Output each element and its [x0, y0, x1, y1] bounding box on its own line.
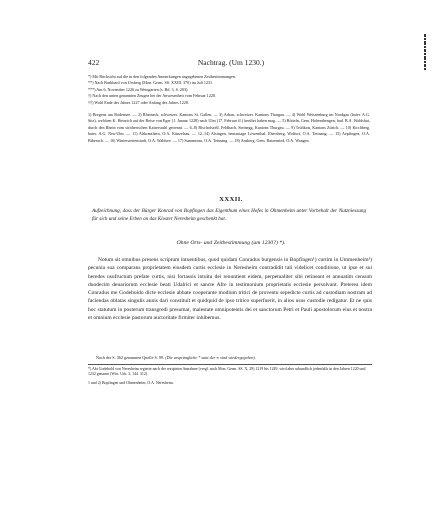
source-note-italic: (Die ursprüngliche * statt der ∞ sind wiedergegeben). [165, 355, 256, 360]
date-line: Ohne Orts- und Zeitbestimmung (um 1230?) *). [176, 240, 286, 246]
bottom-footnotes [88, 367, 372, 386]
footnote-divider [88, 364, 372, 365]
page-number: 422 [88, 58, 100, 67]
source-note-text: Nach der S. 362 genannten Quelle S. 99. [96, 355, 165, 360]
bottom-footnote: 1 und 2) Bopfingen und Ohmenheim, O.A. Neresheim. [88, 380, 174, 385]
header-footnote: **) Nach Burkhard von Ursberg (Mon. Germ. SS. XXIII. 370) im Juli 1231. [88, 80, 214, 86]
source-note [96, 355, 372, 361]
document-number: XXXII. [219, 196, 243, 203]
header-footnote: ***) Am 6. November 1226 zu Weingarten (s. Bd. 3, S. 203). [88, 86, 189, 92]
document-summary: Aufzeichnung, dass der Bürger Konrad von Bopfingen das Eigenthum eines Hofes in Ohmenheim unter Vorbehalt der Nutzniessung für sich und seine Erben an das Kloster Neresheim geschenkt hat. [92, 208, 366, 222]
place-notes: 1) Bregenz am Bodensee. — 2) Rheineck, schweizer. Kantons St. Gallen. — 3) Arbon, schweizer. Kantons Thurgau. — 4) Wohl Weissenburg im Nordgau (baier. A.G. Sitz), welchen K. Heinrich auf der Reise von Eger (1. Januar 1228) nach Ulm (17. Februar ff.) berührt haben mag. — 5) Rötteln, Gem. Hohenthengen, bad. B.A. Waldshut, durch den Rhein vom stritherischen Kaiserstuhl getrennt. — 6–8) Bischofszell, Feldbach, Steinegg, Kantons Thurgau. — 9) Trülikon, Kantons Zürich. — 10) Kirchberg, baier. A.G. Neu-Ulm. — 11) Altkrauthein, O.A. Künzelsau. — 12–14) Alsingen, heutzutage Löwenthal, Ebersberg, Wolfurt, O.A. Tettnang. — 15) Aepfingen, O.A. Biberach. — 16) Winterstettenstadt, O.A. Waldsee. — 17) Summerau, O.A. Tettnang. — 18) Ansberg, Gem. Ratzenried, O.A. Wangen. [88, 112, 370, 143]
header-footnote: *) Mit Rücksicht auf die in den folgenden Anmerkungen angegebenen Zeitbestimmungen. [88, 74, 236, 79]
bottom-footnote: *) Abt Godebold von Neresheim regierte nach der rezipirten Annahme (vergl. auch Mon. Germ. SS. X, 29) 1219 bis 1249, wird aber urkundlich jedenfalls in den Jahren 1220 und 1232 genannt (Wirt. Urk. 3, 144. 312). [88, 367, 366, 377]
body-paragraph: Notum sit omnibus presens scriptum intuentibus, quod quidam Conradus burgensis in Bopfingen¹) curtim in Ummenheim²) pecunia sua comparans proprietatem eiusdem curtis ecclesie in Neresheim contradidit tali videlicet conditione, ut ipse et sui heredes usufructum prefate curtis, nisi fortassis intuitu dei renuntient eidem, perpetualiter sibi retineant et annuatim censum duodecim denariorum ecclesie beati Udalrici et sancte Afre in testimonium proprietatis ecclesie persolvant. Preterea idem Conradus me Godeboldo dicte ecclesie abbate cooperante modium tritici de proventu sepedicte curtis ad custodiam nostram ad faciendas oblatas singulis annis dari constituit et quidquid de ipso tritico superfuerit, in alios usus custodie redigatur. Et ne quis hoc statutum in posterum transgredi presumat, maiestate omnipotentis dei et sanctorum Petri et Pauli apostolorum eius et nostra et omnium ecclesie pastorum auctoritate firmiter inhibemus. [88, 257, 372, 322]
header-footnote: †) Nach den unten genannten Zeugen bei der Anwesenheit vom Februar 1228. [88, 93, 217, 99]
document-body [88, 256, 372, 322]
header-footnote: ††) Wohl Ende des Jahres 1227 oder Anfang des Jahres 1228. [88, 99, 189, 105]
running-title: Nachtrag. (Um 1230.) [197, 58, 265, 67]
header-notes [88, 74, 370, 144]
running-header [88, 58, 374, 68]
edge-marks [421, 34, 429, 72]
